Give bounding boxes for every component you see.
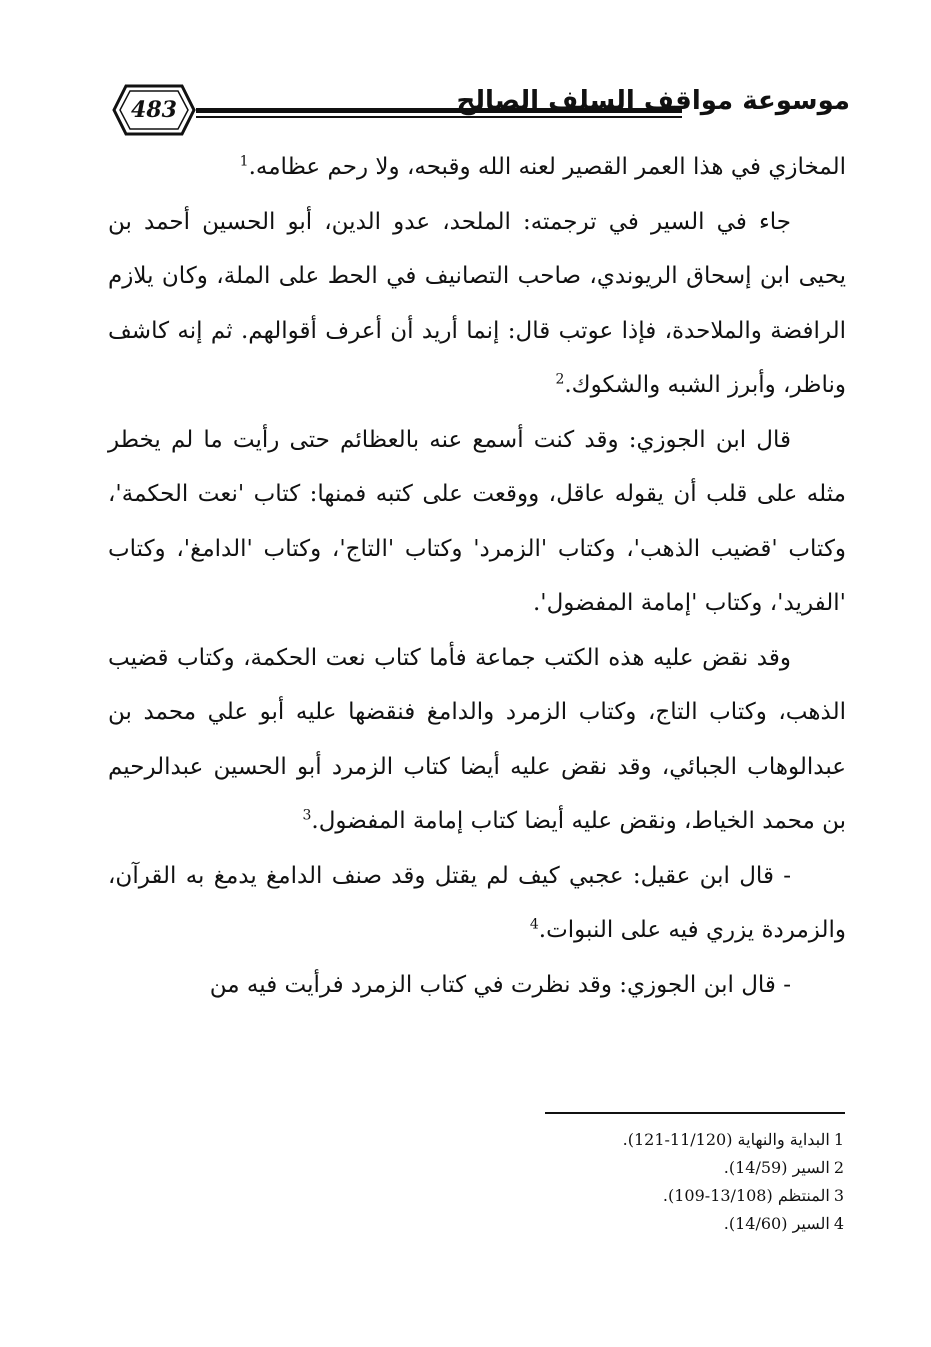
paragraph-text: - قال ابن الجوزي: وقد نظرت في كتاب الزمرد فرأيت فيه من [209,971,791,998]
paragraph [108,195,846,413]
footnote-item [400,1126,844,1154]
footnote-ref: 3 [302,807,312,824]
paragraph-text: - قال ابن عقيل: عجبي كيف لم يقتل وقد صنف الدامغ يدمغ به القرآن، والزمردة يزري فيه على النبوات. [108,862,846,943]
header-rule-thin [196,116,682,118]
paragraph-text: وقد نقض عليه هذه الكتب جماعة فأما كتاب نعت الحكمة، وكتاب قضيب الذهب، وكتاب التاج، وكتاب الزمرد والدامغ فنقضها عليه أبو علي محمد بن عبدالوهاب الجبائي، وقد نقض عليه أيضا كتاب الزمرد أبو الحسين عبدالرحيم بن محمد الخياط، ونقض عليه أيضا كتاب إمامة المفضول. [108,644,846,834]
footnote-ref: 2 [555,371,565,388]
footnote-number: 4 [833,1214,844,1233]
paragraph [108,631,846,849]
main-text [108,140,846,1012]
footnote-text: البداية والنهاية (11/120-121). [622,1130,830,1149]
page-number-badge [112,84,196,136]
footnote-number: 2 [833,1158,844,1177]
paragraph [108,958,846,1013]
page-number: 483 [131,97,177,123]
paragraph-text: قال ابن الجوزي: وقد كنت أسمع عنه بالعظائم حتى رأيت ما لم يخطر مثله على قلب أن يقوله عاقل، ووقعت على كتبه فمنها: كتاب 'نعت الحكمة'، وكتاب 'قضيب الذهب'، وكتاب 'الزمرد' وكتاب 'التاج'، وكتاب 'الدامغ'، وكتاب 'الفريد'، وكتاب 'إمامة المفضول'. [108,426,846,616]
paragraph [108,140,846,195]
paragraph-text: جاء في السير في ترجمته: الملحد، عدو الدين، أبو الحسين أحمد بن يحيى ابن إسحاق الريوندي، صاحب التصانيف في الحط على الملة، وكان يلازم الرافضة والملاحدة، فإذا عوتب قال: إنما أريد أن أعرف أقوالهم. ثم إنه كاشف وناظر، وأبرز الشبه والشكوك. [108,208,846,398]
footnote-number: 3 [833,1186,844,1205]
footnote-number: 1 [833,1130,844,1149]
paragraph-text: المخازي في هذا العمر القصير لعنه الله وقبحه، ولا رحم عظامه. [248,154,846,180]
footnote-item [400,1182,844,1210]
footnote-text: السير (14/60). [723,1214,830,1233]
footnote-separator [545,1112,845,1114]
footnote-ref: 1 [239,153,249,170]
footnote-text: المنتظم (13/108-109). [662,1186,830,1205]
footnotes [400,1126,844,1238]
paragraph [108,413,846,631]
footnote-item [400,1210,844,1238]
series-title: موسوعة مواقف السلف الصالح [456,86,850,116]
footnote-text: السير (14/59). [723,1158,830,1177]
footnote-ref: 4 [529,916,539,933]
footnote-item [400,1154,844,1182]
paragraph [108,849,846,958]
